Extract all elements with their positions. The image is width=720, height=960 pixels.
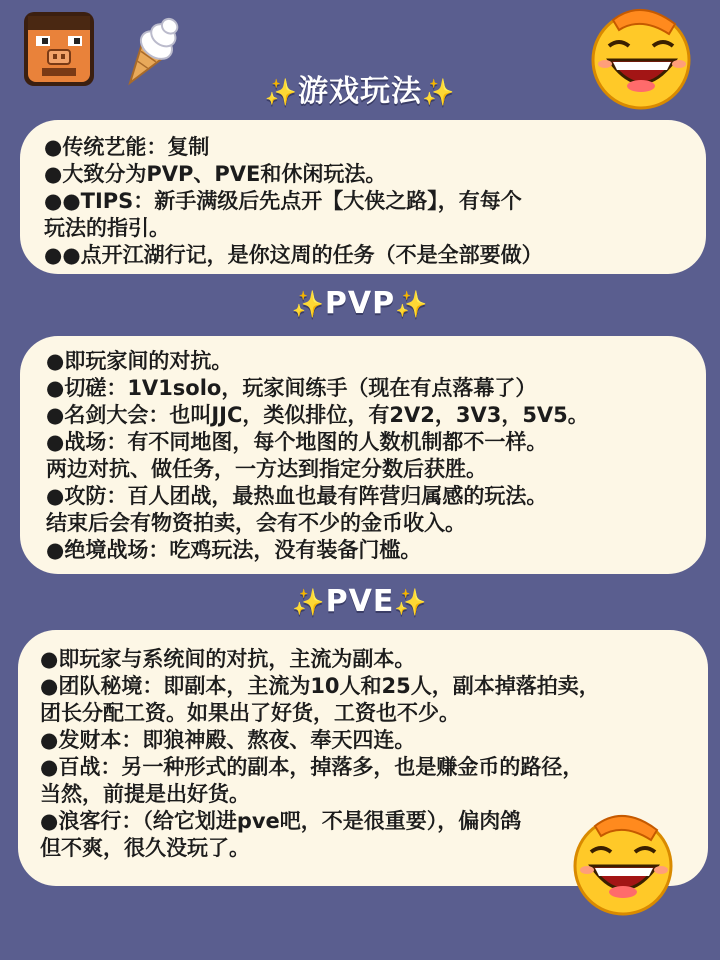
list-item: ●战场：有不同地图，每个地图的人数机制都不一样。 bbox=[46, 430, 548, 454]
gameplay-card bbox=[20, 120, 706, 274]
list-item: 结束后会有物资拍卖，会有不少的金币收入。 bbox=[46, 511, 466, 535]
sparkle-icon: ✨ bbox=[422, 78, 456, 108]
list-item: ●百战：另一种形式的副本，掉落多，也是赚金币的路径， bbox=[40, 755, 584, 779]
list-item: ●切磋：1V1solo，玩家间练手（现在有点落幕了） bbox=[46, 376, 537, 400]
list-item: ●攻防：百人团战，最热血也最有阵营归属感的玩法。 bbox=[46, 484, 548, 508]
list-item: 但不爽，很久没玩了。 bbox=[40, 836, 250, 860]
sparkle-icon: ✨ bbox=[394, 588, 428, 618]
list-item: ●团队秘境：即副本，主流为10人和25人，副本掉落拍卖， bbox=[40, 674, 600, 698]
list-item: ●发财本：即狼神殿、熬夜、奉天四连。 bbox=[40, 728, 416, 752]
section-title-gameplay: ✨游戏玩法✨ bbox=[264, 74, 456, 109]
section-title-pvp: ✨PVP✨ bbox=[291, 286, 429, 321]
sparkle-icon: ✨ bbox=[395, 290, 429, 320]
sparkle-icon: ✨ bbox=[264, 78, 298, 108]
list-item: ●即玩家间的对抗。 bbox=[46, 349, 233, 373]
list-item: ●●TIPS：新手满级后先点开【大侠之路】，有每个 bbox=[44, 189, 522, 213]
list-item: ●大致分为PVP、PVE和休闲玩法。 bbox=[44, 162, 387, 186]
list-item: 团长分配工资。如果出了好货，工资也不少。 bbox=[40, 701, 460, 725]
laughing-emoji-icon bbox=[565, 808, 683, 918]
pvp-card bbox=[20, 336, 706, 574]
sparkle-icon: ✨ bbox=[291, 290, 325, 320]
list-item: ●传统艺能：复制 bbox=[44, 135, 210, 159]
list-item: 当然，前提是出好货。 bbox=[40, 782, 250, 806]
list-item: 两边对抗、做任务，一方达到指定分数后获胜。 bbox=[46, 457, 487, 481]
list-item: ●名剑大会：也叫JJC，类似排位，有2V2，3V3，5V5。 bbox=[46, 403, 589, 427]
list-item: ●浪客行：（给它划进pve吧，不是很重要），偏肉鸽 bbox=[40, 809, 522, 833]
list-item: ●即玩家与系统间的对抗，主流为副本。 bbox=[40, 647, 416, 671]
list-item: ●●点开江湖行记，是你这周的任务（不是全部要做） bbox=[44, 243, 543, 267]
list-item: ●绝境战场：吃鸡玩法，没有装备门槛。 bbox=[46, 538, 422, 562]
list-item: 玩法的指引。 bbox=[44, 216, 170, 240]
section-title-pve: ✨PVE✨ bbox=[292, 584, 428, 619]
sparkle-icon: ✨ bbox=[292, 588, 326, 618]
